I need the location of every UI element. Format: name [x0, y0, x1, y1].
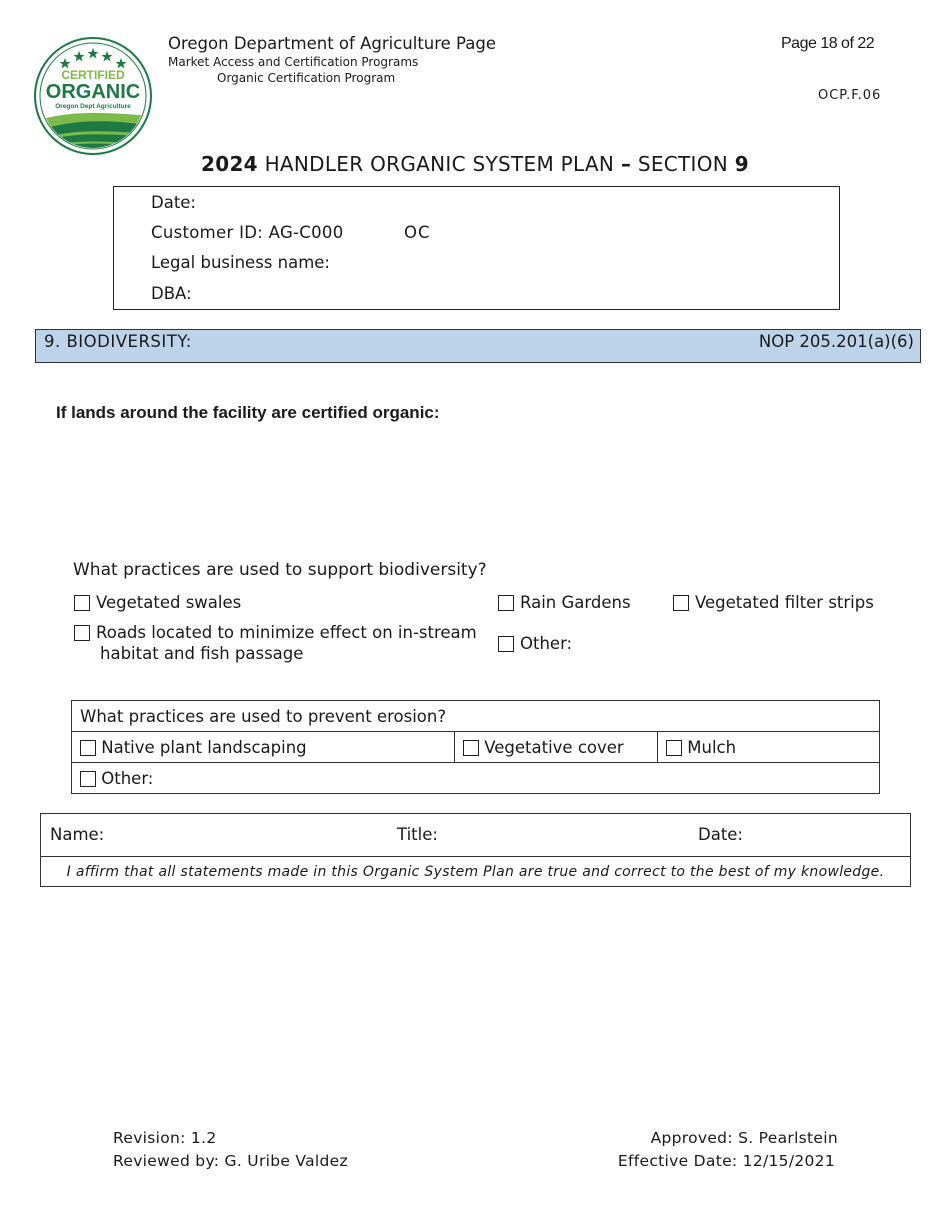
- section-reference: NOP 205.201(a)(6): [758, 332, 914, 351]
- option-mulch: Mulch: [658, 732, 880, 763]
- option-native-plant: Native plant landscaping: [72, 732, 455, 763]
- native-plant-checkbox[interactable]: [80, 740, 96, 756]
- option-roads: Roads located to minimize effect on in-stream: [74, 622, 477, 642]
- title-year: 2024: [201, 152, 258, 176]
- erosion-question: What practices are used to prevent erosion?: [72, 701, 880, 732]
- svg-text:CERTIFIED: CERTIFIED: [61, 68, 125, 82]
- form-code: OCP.F.06: [818, 88, 882, 103]
- option-rain-gardens: Rain Gardens: [498, 592, 631, 612]
- division-name: Market Access and Certification Programs: [168, 55, 419, 69]
- erosion-other-checkbox[interactable]: [80, 771, 96, 787]
- signature-row: [41, 814, 911, 857]
- biodiversity-question: What practices are used to support biodiversity?: [73, 560, 487, 580]
- section-title: 9. BIODIVERSITY:: [44, 332, 192, 351]
- affirmation-text: I affirm that all statements made in this Organic System Plan are true and correct to the best of my knowledge.: [41, 857, 911, 887]
- option-vegetated-filter-strips: Vegetated filter strips: [673, 592, 874, 612]
- title-label: Title:: [397, 825, 438, 844]
- roads-label-line2: habitat and fish passage: [100, 644, 304, 663]
- option-erosion-other: Other:: [72, 763, 880, 794]
- legal-business-name-label: Legal business name:: [151, 253, 330, 272]
- revision: Revision: 1.2: [113, 1129, 217, 1147]
- effective-date: Effective Date: 12/15/2021: [617, 1152, 835, 1170]
- name-label: Name:: [50, 825, 105, 844]
- title-section-number: 9: [734, 152, 749, 176]
- section-header-bar: [35, 329, 921, 363]
- title-section-word: SECTION: [637, 152, 729, 176]
- certified-organic-logo: [33, 36, 153, 156]
- svg-text:ORGANIC: ORGANIC: [45, 81, 141, 103]
- page-title: [0, 152, 950, 176]
- filter-strips-checkbox[interactable]: [673, 595, 689, 611]
- roads-checkbox[interactable]: [74, 625, 90, 641]
- erosion-table: [71, 700, 880, 794]
- svg-text:Oregon Dept Agriculture: Oregon Dept Agriculture: [55, 103, 131, 110]
- reviewed-by: Reviewed by: G. Uribe Valdez: [113, 1152, 348, 1170]
- dba-label: DBA:: [151, 284, 192, 303]
- program-name: Organic Certification Program: [217, 71, 396, 85]
- rain-gardens-checkbox[interactable]: [498, 595, 514, 611]
- applicant-info-box: [113, 186, 840, 310]
- signature-table: [40, 813, 911, 887]
- option-biodiversity-other: Other:: [498, 633, 572, 653]
- org-name: Oregon Department of Agriculture Page: [168, 34, 497, 53]
- title-text: HANDLER ORGANIC SYSTEM PLAN: [264, 152, 615, 176]
- date-signature-label: Date:: [698, 825, 743, 844]
- page-number: Page 18 of 22: [781, 35, 875, 52]
- biodiversity-other-checkbox[interactable]: [498, 636, 514, 652]
- mulch-checkbox[interactable]: [666, 740, 682, 756]
- date-label: Date:: [151, 193, 196, 212]
- lands-question: If lands around the facility are certified organic:: [56, 403, 440, 422]
- customer-id-suffix: OC: [404, 223, 431, 242]
- option-vegetative-cover: Vegetative cover: [455, 732, 658, 763]
- vegetative-cover-checkbox[interactable]: [463, 740, 479, 756]
- approved-by: Approved: S. Pearlstein: [650, 1129, 838, 1147]
- customer-id-label: Customer ID: AG-C000: [151, 223, 344, 242]
- option-vegetated-swales: Vegetated swales: [74, 592, 241, 612]
- title-dash: –: [620, 152, 632, 176]
- swales-checkbox[interactable]: [74, 595, 90, 611]
